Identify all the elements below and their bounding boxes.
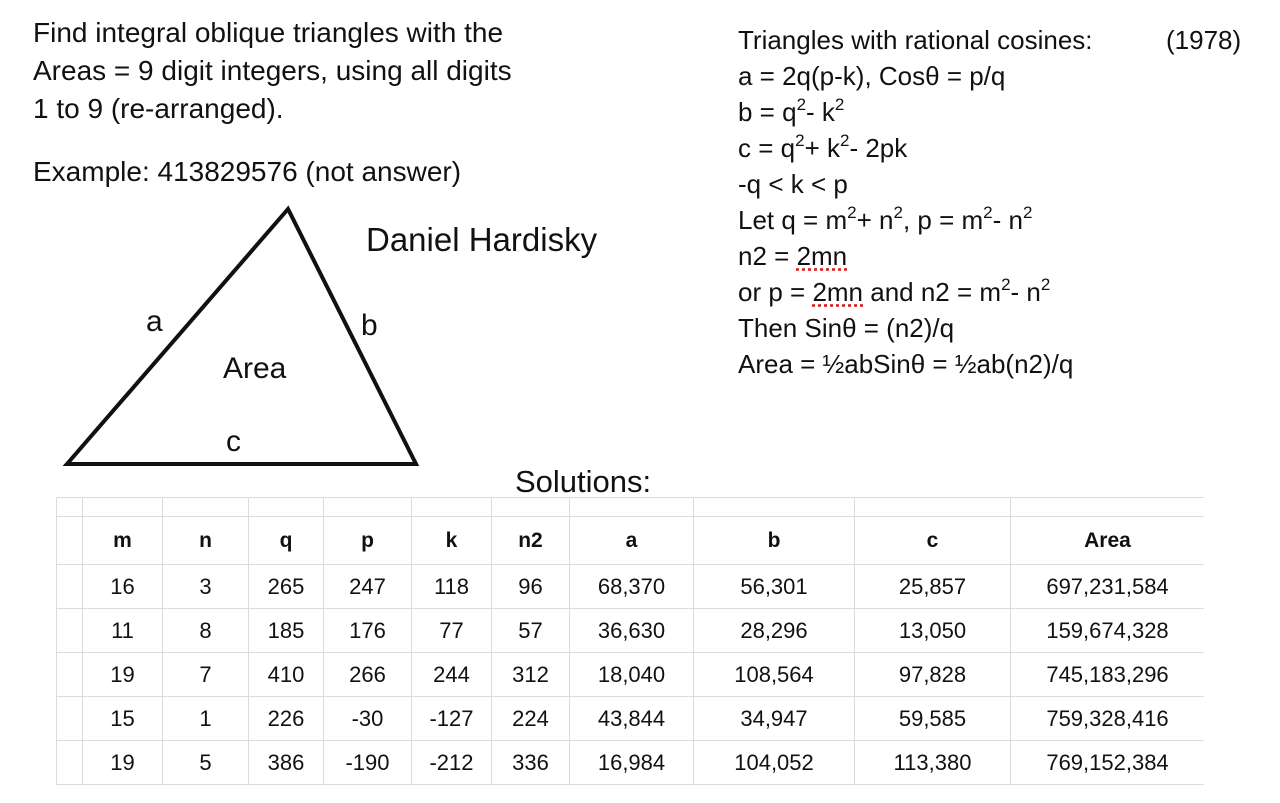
table-cell: 312 — [492, 653, 570, 697]
table-cell: 77 — [412, 609, 492, 653]
side-label-b: b — [361, 309, 378, 342]
problem-line-1: Find integral oblique triangles with the — [33, 17, 504, 48]
table-row — [57, 741, 1205, 785]
table-cell: 25,857 — [855, 565, 1011, 609]
table-cell: -190 — [324, 741, 412, 785]
table-cell: 15 — [83, 697, 163, 741]
table-cell: 13,050 — [855, 609, 1011, 653]
table-cell: -212 — [412, 741, 492, 785]
col-header-p: p — [324, 517, 412, 565]
formula-year: (1978) — [1166, 25, 1242, 55]
col-header-k: k — [412, 517, 492, 565]
col-header-b: b — [694, 517, 855, 565]
table-row — [57, 653, 1205, 697]
problem-line-3: 1 to 9 (re-arranged). — [33, 93, 284, 124]
table-cell: 43,844 — [570, 697, 694, 741]
table-cell: 8 — [163, 609, 249, 653]
table-row — [57, 565, 1205, 609]
example-text: Example: 413829576 (not answer) — [33, 156, 462, 187]
table-cell: 19 — [83, 741, 163, 785]
table-cell: 3 — [163, 565, 249, 609]
formula-a: a = 2q(p-k), Cosθ = p/q — [738, 61, 1006, 91]
col-header-m: m — [83, 517, 163, 565]
formula-k-range: -q < k < p — [738, 169, 848, 199]
col-header-n: n — [163, 517, 249, 565]
solutions-title: Solutions: — [515, 464, 652, 499]
side-label-c: c — [226, 425, 241, 458]
table-cell: 247 — [324, 565, 412, 609]
table-cell: 97,828 — [855, 653, 1011, 697]
table-cell: 745,183,296 — [1011, 653, 1205, 697]
col-header-area: Area — [1011, 517, 1205, 565]
triangle-diagram — [0, 0, 700, 500]
table-cell: 16,984 — [570, 741, 694, 785]
table-cell: 266 — [324, 653, 412, 697]
table-cell: 5 — [163, 741, 249, 785]
formula-q-p: Let $q = m^2+ n^2$, $p = m^2-$ $n^2$ — [738, 203, 1033, 235]
table-header-row — [57, 517, 1205, 565]
table-cell: 59,585 — [855, 697, 1011, 741]
formula-alt: or p = 2mn and $n2 = m^2-$ $n^2$ — [738, 275, 1051, 307]
author-name: Daniel Hardisky — [366, 221, 598, 258]
table-cell: 96 — [492, 565, 570, 609]
table-cell: 7 — [163, 653, 249, 697]
formula-block — [738, 22, 1242, 382]
table-cell: 113,380 — [855, 741, 1011, 785]
side-label-a: a — [146, 305, 163, 338]
table-cell: 176 — [324, 609, 412, 653]
table-cell: 226 — [249, 697, 324, 741]
table-cell: 244 — [412, 653, 492, 697]
table-cell: 410 — [249, 653, 324, 697]
table-cell: 56,301 — [694, 565, 855, 609]
solutions-table — [56, 497, 1204, 803]
table-cell: 769,152,384 — [1011, 741, 1205, 785]
col-header-c: c — [855, 517, 1011, 565]
formula-title: Triangles with rational cosines: — [738, 25, 1093, 55]
table-cell: 104,052 — [694, 741, 855, 785]
table-cell: 265 — [249, 565, 324, 609]
formula-n2: n2 = 2mn — [738, 241, 848, 271]
table-cell: -127 — [412, 697, 492, 741]
table-cell: 36,630 — [570, 609, 694, 653]
col-header-q: q — [249, 517, 324, 565]
col-header-a: a — [570, 517, 694, 565]
table-cell: 28,296 — [694, 609, 855, 653]
table-spacer-row — [57, 498, 1205, 517]
table-cell: 18,040 — [570, 653, 694, 697]
table-cell: 16 — [83, 565, 163, 609]
table-cell: 697,231,584 — [1011, 565, 1205, 609]
table-cell: -30 — [324, 697, 412, 741]
table-cell: 11 — [83, 609, 163, 653]
table-cell: 1 — [163, 697, 249, 741]
table-cell: 118 — [412, 565, 492, 609]
table-row — [57, 609, 1205, 653]
col-header-n2: n2 — [492, 517, 570, 565]
area-label: Area — [223, 352, 287, 385]
table-cell: 336 — [492, 741, 570, 785]
table-cell: 34,947 — [694, 697, 855, 741]
formula-area: Area = ½abSinθ = ½ab(n2)/q — [738, 349, 1074, 379]
formula-c: $c = q^2+ k^2-$ 2pk — [738, 131, 908, 163]
table-cell: 159,674,328 — [1011, 609, 1205, 653]
table-cell: 759,328,416 — [1011, 697, 1205, 741]
table-cell: 57 — [492, 609, 570, 653]
formula-sin: Then Sinθ = (n2)/q — [738, 313, 955, 343]
table-row — [57, 697, 1205, 741]
solutions-grid — [56, 497, 1204, 785]
formula-title-line — [738, 22, 1242, 58]
table-cell: 386 — [249, 741, 324, 785]
table-cell: 185 — [249, 609, 324, 653]
table-cell: 19 — [83, 653, 163, 697]
problem-line-2: Areas = 9 digit integers, using all digits — [33, 55, 512, 86]
table-cell: 224 — [492, 697, 570, 741]
table-cell: 108,564 — [694, 653, 855, 697]
table-cell: 68,370 — [570, 565, 694, 609]
formula-b: $b = q^2-$ $k^2$ — [738, 95, 845, 127]
